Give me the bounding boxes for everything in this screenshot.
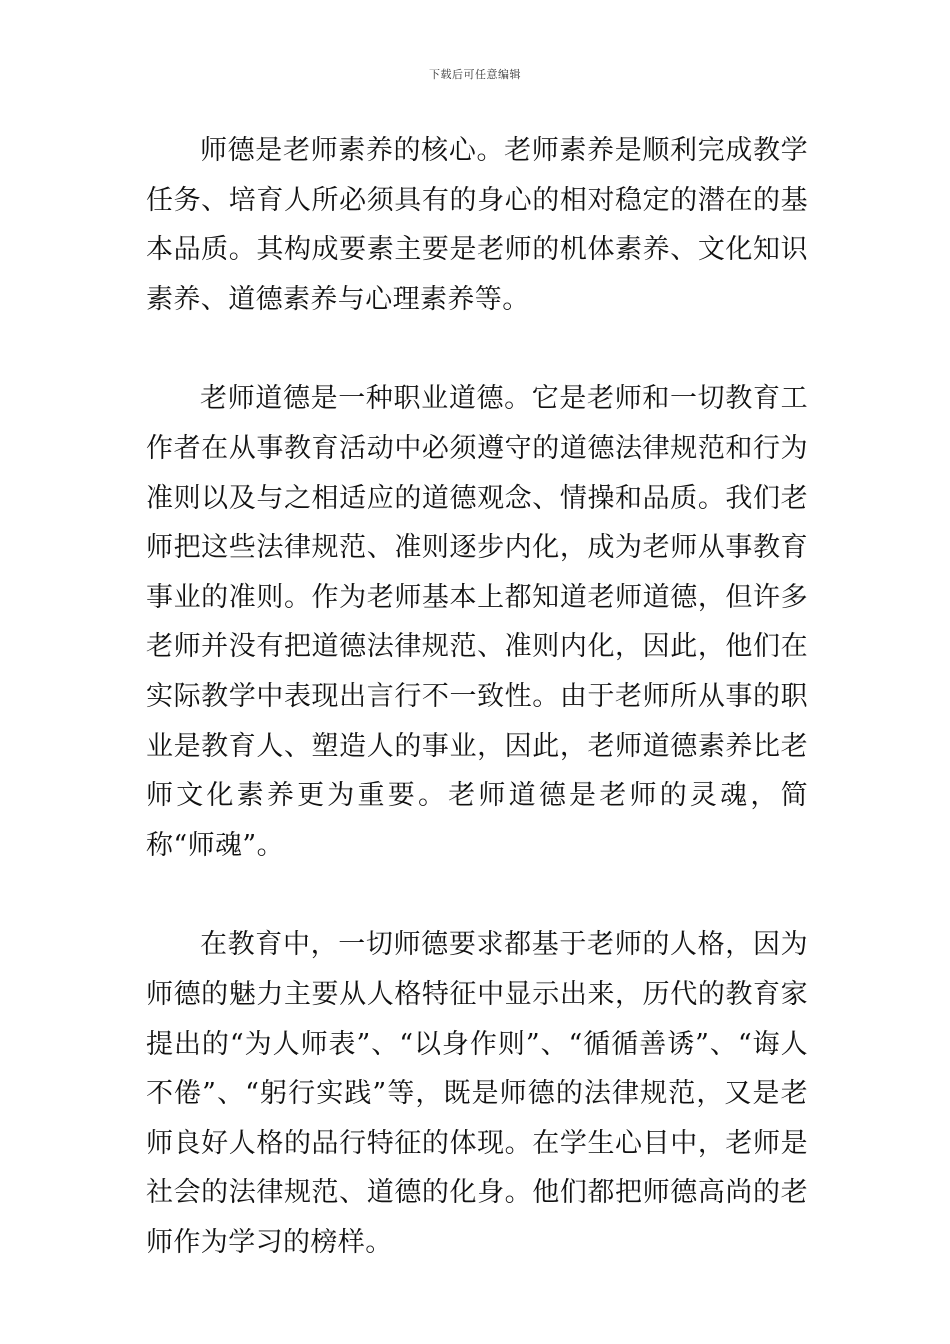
paragraph-teacher-ethics-core: 师德是老师素养的核心。老师素养是顺利完成教学任务、培育人所必须具有的身心的相对稳定的潜在的基本品质。其构成要素主要是老师的机体素养、文化知识素养、道德素养与心理素养等。	[146, 135, 808, 315]
paragraph-professional-ethics: 老师道德是一种职业道德。它是老师和一切教育工作者在从事教育活动中必须遵守的道德法律规范和行为准则以及与之相适应的道德观念、情操和品质。我们老师把这些法律规范、准则逐步内化，成为老师从事教育事业的准则。作为老师基本上都知道老师道德，但许多老师并没有把道德法律规范、准则内化，因此，他们在实际教学中表现出言行不一致性。由于老师所从事的职业是教育人、塑造人的事业，因此，老师道德素养比老师文化素养更为重要。老师道德是老师的灵魂，简称“师魂”。	[146, 383, 808, 861]
document-body	[146, 126, 808, 1267]
header-note: 下载后可任意编辑	[429, 68, 521, 81]
paragraph-teacher-personality: 在教育中，一切师德要求都基于老师的人格，因为师德的魅力主要从人格特征中显示出来，历代的教育家提出的“为人师表”、“以身作则”、“循循善诱”、“诲人不倦”、“躬行实践”等，既是师德的法律规范，又是老师良好人格的品行特征的体现。在学生心目中，老师是社会的法律规范、道德的化身。他们都把师德高尚的老师作为学习的榜样。	[146, 929, 808, 1258]
